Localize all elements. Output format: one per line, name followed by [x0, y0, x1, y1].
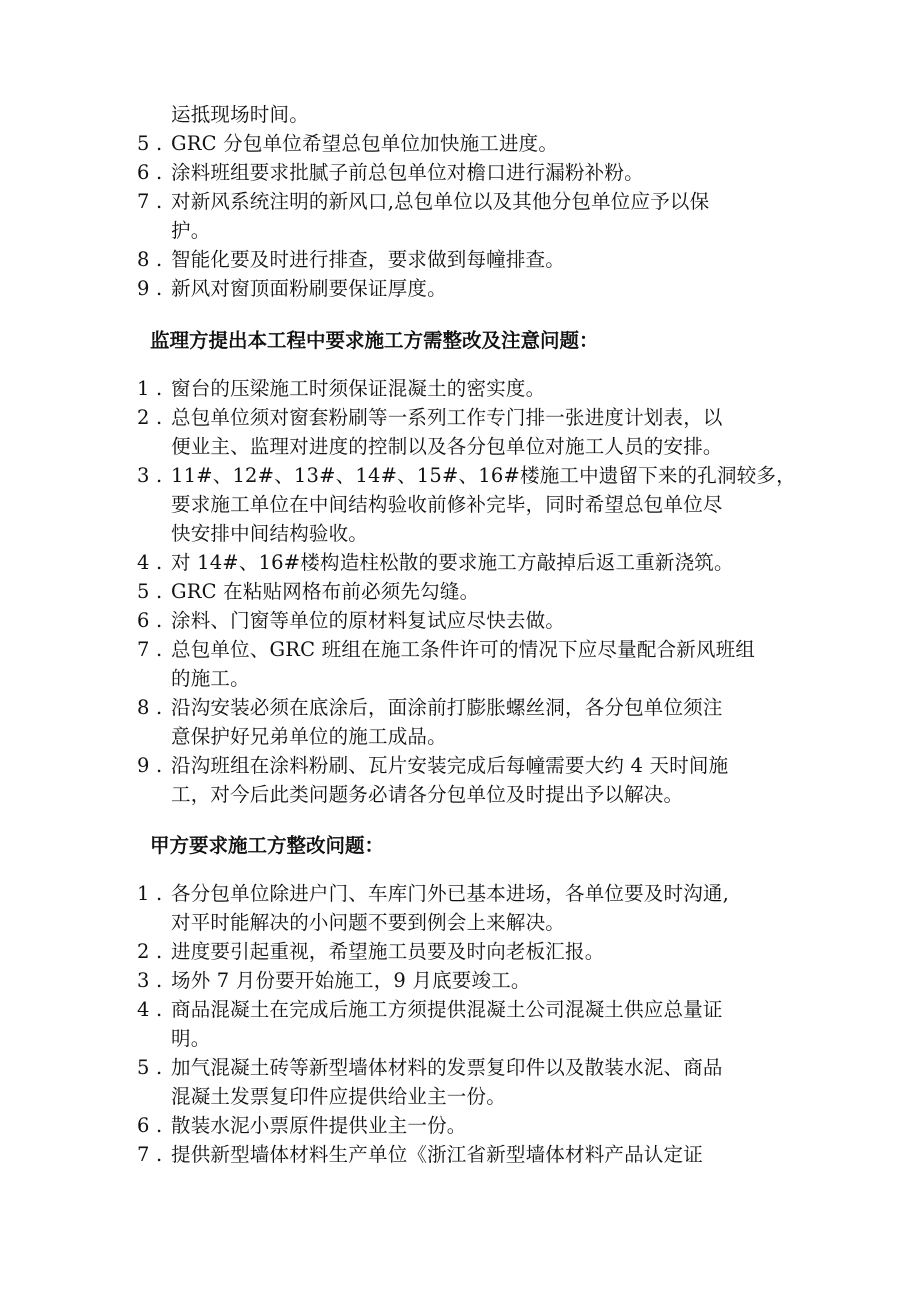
item-text: 对 14#、16#楼构造柱松散的要求施工方敲掉后返工重新浇筑。: [171, 551, 734, 574]
item-number: 6 .: [137, 1114, 163, 1137]
item-text: 工，对今后此类问题务必请各分包单位及时提出予以解决。: [171, 783, 684, 806]
item-text: 意保护好兄弟单位的施工成品。: [171, 725, 447, 748]
item-text: 散装水泥小票原件提供业主一份。: [171, 1114, 467, 1137]
item-number: 8 .: [137, 248, 163, 271]
item-number: 9 .: [137, 277, 163, 300]
item-text: GRC 分包单位希望总包单位加快施工进度。: [171, 132, 559, 155]
item-text: 沿沟班组在涂料粉刷、瓦片安装完成后每幢需要大约 4 天时间施: [171, 754, 729, 777]
item-text: 加气混凝土砖等新型墙体材料的发票复印件以及散装水泥、商品: [171, 1056, 723, 1079]
item-number: 2 .: [137, 406, 163, 429]
item-text: 涂料班组要求批腻子前总包单位对檐口进行漏粉补粉。: [171, 161, 644, 184]
item-number: 3 .: [137, 464, 163, 487]
item-text: 总包单位、GRC 班组在施工条件许可的情况下应尽量配合新风班组: [171, 638, 756, 661]
item-text: 窗台的压梁施工时须保证混凝土的密实度。: [171, 377, 546, 400]
item-number: 1 .: [137, 377, 163, 400]
item-text: 涂料、门窗等单位的原材料复试应尽快去做。: [171, 609, 566, 632]
item-text: 沿沟安装必须在底涂后，面涂前打膨胀螺丝洞，各分包单位须注: [171, 696, 723, 719]
item-text: 对平时能解决的小问题不要到例会上来解决。: [171, 911, 566, 934]
item-text: 智能化要及时进行排查，要求做到每幢排查。: [171, 248, 566, 271]
item-text: 对新风系统注明的新风口,总包单位以及其他分包单位应予以保: [171, 190, 710, 213]
item-text: 提供新型墙体材料生产单位《浙江省新型墙体材料产品认定证: [171, 1143, 703, 1166]
item-number: 4 .: [137, 998, 163, 1021]
section-heading-owner: 甲方要求施工方整改问题：: [150, 834, 385, 857]
item-number: 8 .: [137, 696, 163, 719]
item-number: 2 .: [137, 940, 163, 963]
item-number: 6 .: [137, 609, 163, 632]
item-number: 9 .: [137, 754, 163, 777]
item-text: GRC 在粘贴网格布前必须先勾缝。: [171, 580, 480, 603]
item-number: 5 .: [137, 580, 163, 603]
item-text: 各分包单位除进户门、车库门外已基本进场，各单位要及时沟通,: [171, 882, 729, 905]
item-number: 7 .: [137, 190, 163, 213]
item-text: 新风对窗顶面粉刷要保证厚度。: [171, 277, 447, 300]
item-text: 要求施工单位在中间结构验收前修补完毕，同时希望总包单位尽: [171, 493, 723, 516]
item-text: 场外 7 月份要开始施工，9 月底要竣工。: [171, 969, 531, 992]
item-text: 进度要引起重视，希望施工员要及时向老板汇报。: [171, 940, 605, 963]
paragraph-text: 运抵现场时间。: [171, 103, 309, 126]
item-number: 1 .: [137, 882, 163, 905]
item-text: 总包单位须对窗套粉刷等一系列工作专门排一张进度计划表，以: [171, 406, 723, 429]
item-text: 商品混凝土在完成后施工方须提供混凝土公司混凝土供应总量证: [171, 998, 723, 1021]
item-number: 3 .: [137, 969, 163, 992]
item-number: 4 .: [137, 551, 163, 574]
item-number: 5 .: [137, 132, 163, 155]
item-number: 7 .: [137, 1143, 163, 1166]
section-heading-supervisor: 监理方提出本工程中要求施工方需整改及注意问题：: [150, 329, 599, 352]
item-text: 明。: [171, 1027, 211, 1050]
item-text: 11#、12#、13#、14#、15#、16#楼施工中遗留下来的孔洞较多，: [171, 464, 796, 487]
item-text: 混凝土发票复印件应提供给业主一份。: [171, 1085, 506, 1108]
item-text: 的施工。: [171, 667, 250, 690]
item-text: 快安排中间结构验收。: [171, 522, 369, 545]
item-number: 6 .: [137, 161, 163, 184]
item-text: 护。: [171, 219, 211, 242]
item-text: 便业主、监理对进度的控制以及各分包单位对施工人员的安排。: [171, 435, 723, 458]
item-number: 7 .: [137, 638, 163, 661]
item-number: 5 .: [137, 1056, 163, 1079]
